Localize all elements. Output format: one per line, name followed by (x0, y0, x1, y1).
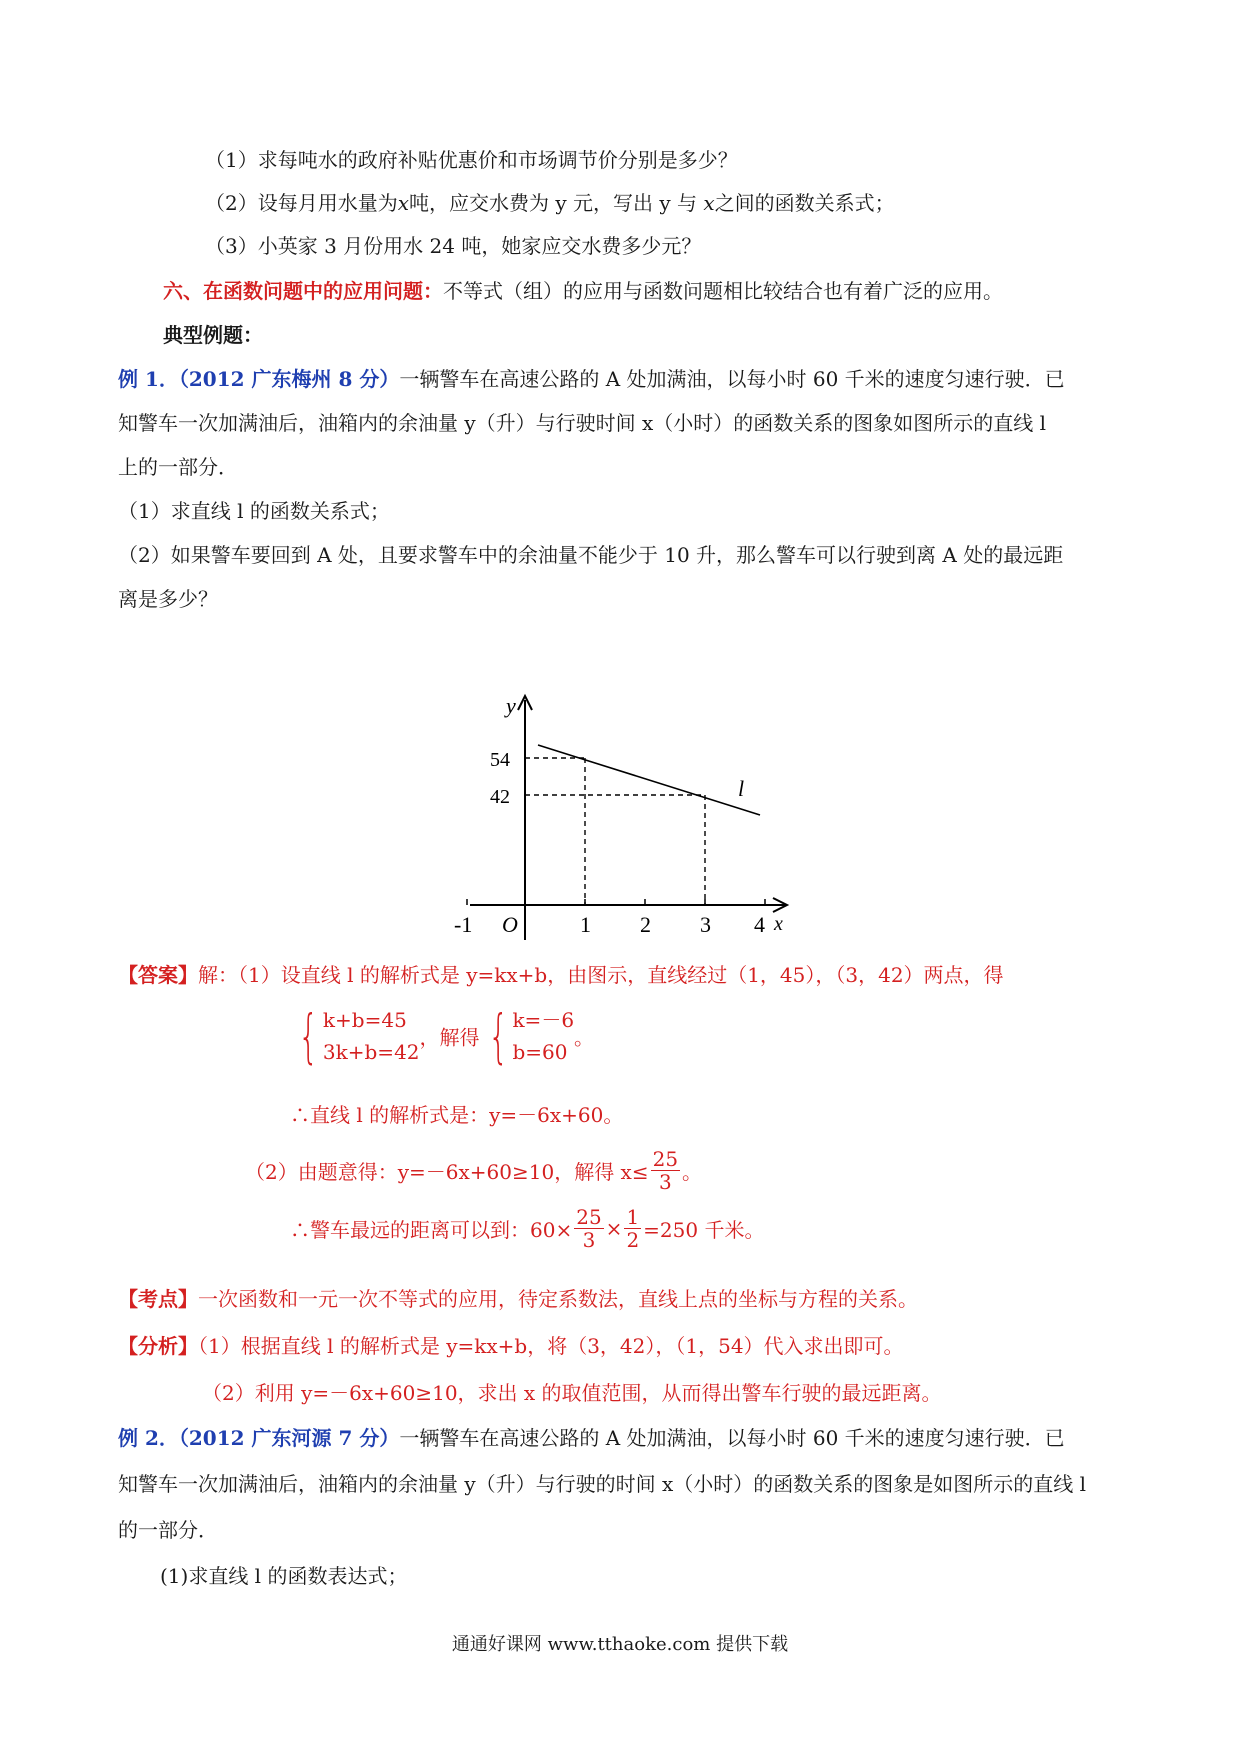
origin-label: O (502, 912, 518, 937)
section-heading: 六、在函数问题中的应用问题： (163, 279, 443, 303)
answer-line-5 (290, 1206, 764, 1251)
x-tick-label-3: 3 (700, 912, 711, 937)
example-2-label: 例 2．（2012 广东河源 7 分） (118, 1426, 400, 1450)
y-axis-label: y (506, 693, 516, 718)
fenxi-line-2: （2）利用 y=－6x+60≥10，求出 x 的取值范围，从而得出警车行驶的最远距离。 (202, 1381, 942, 1405)
sys-right-2: b=60 (512, 1040, 568, 1064)
equation-system (290, 1004, 594, 1068)
fraction-25-3-b (574, 1206, 603, 1251)
fraction-25-3 (651, 1148, 680, 1193)
sys-left-1: k+b=45 (322, 1008, 407, 1032)
x-tick-label-neg1: -1 (454, 912, 473, 937)
fenxi-line-1 (118, 1333, 904, 1359)
answer-text-1: 解：（1）设直线 l 的解析式是 y=kx+b，由图示，直线经过（1，45），（3，42）两点，得 (198, 963, 1004, 987)
answer-text-4: （2）由题意得：y=－6x+60≥10，解得 x≤ (245, 1160, 649, 1184)
system-left (323, 1004, 420, 1068)
example-2-text-1: 一辆警车在高速公路的 A 处加满油，以每小时 60 千米的速度匀速行驶．已 (399, 1426, 1065, 1450)
answer-line-1 (118, 962, 1004, 988)
right-brace: { (487, 1002, 509, 1070)
answer-tag: 【答案】 (118, 963, 198, 987)
answer-line-4 (245, 1148, 702, 1193)
kaodian-text: 一次函数和一元一次不等式的应用，待定系数法，直线上点的坐标与方程的关系。 (198, 1287, 918, 1311)
question-2-mid: 吨，应交水费为 y 元，写出 y 与 (409, 191, 704, 215)
kaodian-line (118, 1286, 918, 1312)
y-tick-54: 54 (490, 749, 510, 771)
example-2-line-2: 知警车一次加满油后，油箱内的余油量 y（升）与行驶的时间 x（小时）的函数关系的图象是如图所示的直线 l (118, 1472, 1087, 1496)
example-2-line-3: 的一部分． (118, 1518, 218, 1542)
example-2-q1: (1)求直线 l 的函数表达式； (160, 1564, 408, 1588)
section-heading-line (163, 278, 1003, 304)
example-1-line-1 (118, 366, 1065, 392)
example-1-line-3: 上的一部分． (118, 455, 238, 479)
example-2-line-1 (118, 1425, 1065, 1451)
examples-label: 典型例题： (163, 323, 263, 347)
var-x: x (397, 191, 410, 215)
fenxi-text-1: （1）根据直线 l 的解析式是 y=kx+b，将（3，42），（1，54）代入求出即可。 (198, 1334, 904, 1358)
x-tick-label-2: 2 (640, 912, 651, 937)
frac2-num: 25 (576, 1205, 602, 1229)
question-2 (205, 190, 895, 216)
kaodian-tag: 【考点】 (118, 1287, 198, 1311)
example-1-line-2: 知警车一次加满油后，油箱内的余油量 y（升）与行驶时间 x（小时）的函数关系的图象如图所示的直线 l (118, 411, 1047, 435)
answer-text-5: ∴警车最远的距离可以到：60× (290, 1218, 573, 1242)
section-text: 不等式（组）的应用与函数问题相比较结合也有着广泛的应用。 (443, 279, 1003, 303)
times-sign: × (605, 1216, 623, 1241)
frac2-den: 3 (582, 1228, 596, 1252)
system-right (512, 1004, 574, 1068)
x-tick-label-1: 1 (580, 912, 591, 937)
question-2-end: 之间的函数关系式； (714, 191, 895, 215)
graph-figure (440, 680, 800, 950)
answer-line5-end: =250 千米。 (643, 1218, 765, 1242)
line-l (538, 745, 760, 815)
frac1-num: 25 (652, 1147, 679, 1171)
frac1-den: 3 (658, 1170, 672, 1194)
x-tick-label-4: 4 (754, 912, 765, 937)
sys-left-2: 3k+b=42 (322, 1040, 420, 1064)
line-l-label: l (738, 776, 745, 801)
page-footer: 通通好课网 www.tthaoke.com 提供下载 (451, 1634, 789, 1655)
example-1-q2b: 离是多少？ (118, 587, 218, 611)
var-x-2: x (703, 191, 715, 215)
fraction-1-2 (624, 1206, 641, 1251)
question-3: （3）小英家 3 月份用水 24 吨，她家应交水费多少元？ (205, 234, 702, 258)
x-axis-label: x (774, 913, 783, 935)
sys-end: 。 (574, 1025, 595, 1050)
example-1-text-1: 一辆警车在高速公路的 A 处加满油，以每小时 60 千米的速度匀速行驶．已 (399, 367, 1065, 391)
example-1-q1: （1）求直线 l 的函数关系式； (118, 499, 390, 523)
question-2-start: （2）设每月用水量为 (205, 191, 398, 215)
frac3-den: 2 (626, 1228, 640, 1252)
question-1: （1）求每吨水的政府补贴优惠价和市场调节价分别是多少？ (205, 148, 738, 172)
y-tick-42: 42 (490, 786, 510, 808)
answer-line-3: ∴直线 l 的解析式是：y=－6x+60。 (290, 1103, 624, 1127)
answer-line4-end: 。 (682, 1160, 703, 1184)
solve-word: ，解得 (419, 1025, 480, 1050)
example-1-q2a: （2）如果警车要回到 A 处，且要求警车中的余油量不能少于 10 升，那么警车可以行驶到离 A 处的最远距 (118, 543, 1064, 567)
sys-right-1: k=－6 (512, 1008, 575, 1032)
frac3-num: 1 (626, 1205, 640, 1229)
fenxi-tag: 【分析】 (118, 1334, 198, 1358)
left-brace: { (298, 1002, 319, 1070)
example-1-label: 例 1．（2012 广东梅州 8 分） (118, 367, 400, 391)
